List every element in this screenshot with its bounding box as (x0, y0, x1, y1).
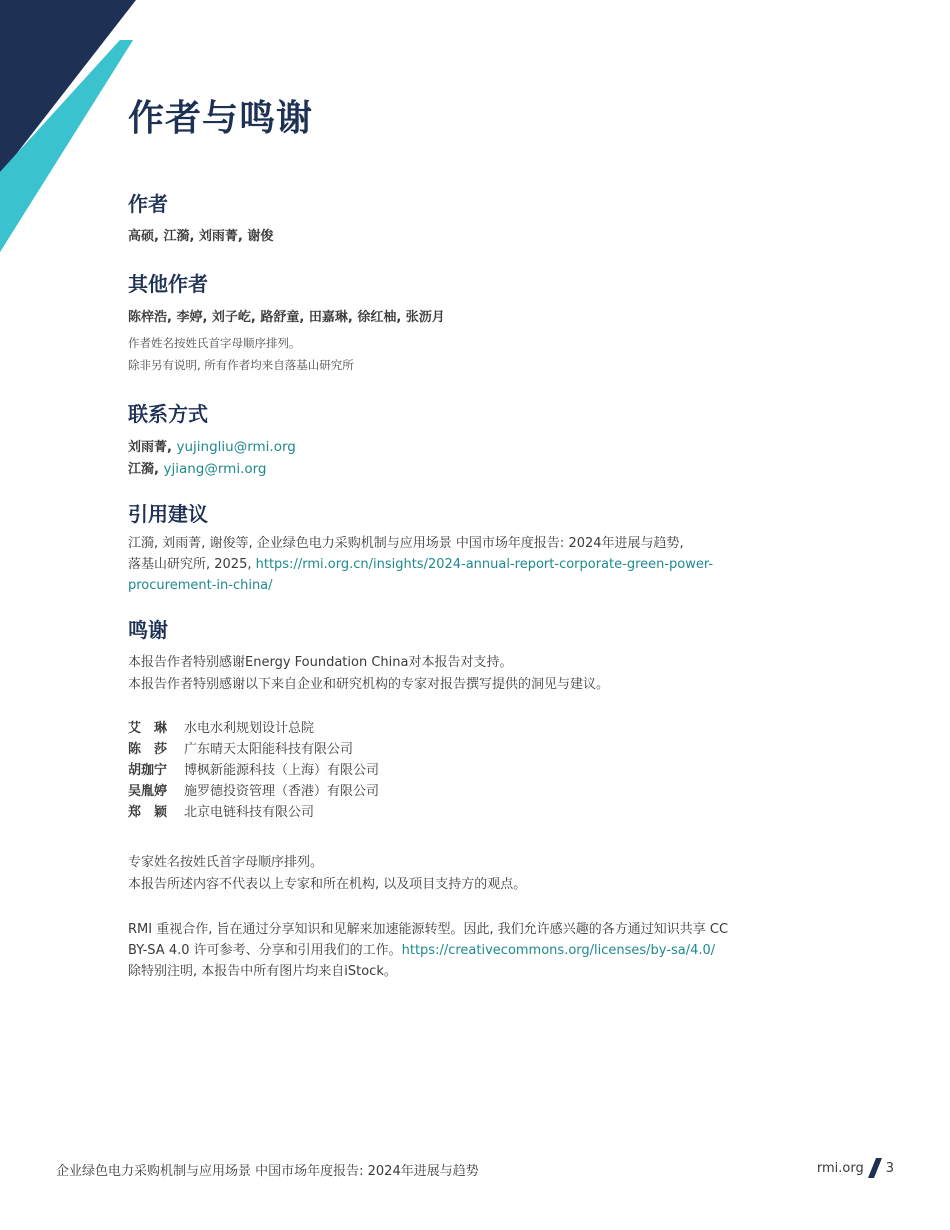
expert-name: 陈 莎 (128, 742, 168, 757)
acknowledgments-heading: 鸣谢 (128, 618, 168, 642)
contact-heading: 联系方式 (128, 402, 208, 426)
authors-order-note: 作者姓名按姓氏首字母顺序排列。 (128, 336, 301, 350)
citation-line-1: 江漪, 刘雨菁, 谢俊等, 企业绿色电力采购机制与应用场景 中国市场年度报告: 2024年进展与趋势, (128, 536, 684, 551)
citation-publisher: 落基山研究所, 2025, (128, 557, 256, 572)
corner-decoration (0, 0, 140, 260)
authors-affiliation-note: 除非另有说明, 所有作者均来自落基山研究所 (128, 358, 354, 372)
page-number: 3 (885, 1160, 894, 1176)
expert-name: 胡珈宁 (128, 763, 168, 778)
expert-row (128, 738, 353, 757)
license-link[interactable]: https://creativecommons.org/licenses/by-sa/4.0/ (401, 943, 716, 958)
citation-link[interactable]: https://rmi.org.cn/insights/2024-annual-report-corporate-green-power- (255, 557, 714, 572)
contact-item (128, 436, 296, 455)
contact-email-link[interactable]: yjiang@rmi.org (163, 461, 267, 477)
expert-name: 郑 颖 (128, 805, 168, 820)
citation-heading: 引用建议 (128, 502, 208, 526)
footer-page-info (817, 1158, 894, 1178)
other-authors-heading: 其他作者 (128, 272, 208, 296)
expert-name: 艾 琳 (128, 721, 168, 736)
citation-link-continued[interactable]: procurement-in-china/ (128, 578, 273, 593)
ack-paragraph-2: 本报告作者特别感谢以下来自企业和研究机构的专家对报告撰写提供的洞见与建议。 (128, 677, 610, 692)
contact-name: 江漪, (128, 462, 164, 477)
expert-row (128, 759, 379, 778)
authors-heading: 作者 (128, 192, 168, 216)
slash-icon (868, 1158, 882, 1178)
expert-row (128, 801, 314, 820)
page-title: 作者与鸣谢 (128, 98, 314, 139)
ack-paragraph-1: 本报告作者特别感谢Energy Foundation China对本报告对支持。 (128, 655, 513, 670)
expert-name: 吴胤婷 (128, 784, 168, 799)
expert-org: 博枫新能源科技（上海）有限公司 (184, 763, 380, 778)
license-line-1: RMI 重视合作, 旨在通过分享知识和见解来加速能源转型。因此, 我们允许感兴趣的各方通过知识共享 CC (128, 922, 729, 937)
contact-email-link[interactable]: yujingliu@rmi.org (176, 439, 296, 455)
citation-line-2 (128, 554, 713, 575)
contact-name: 刘雨菁, (128, 440, 177, 455)
license-text: BY-SA 4.0 许可参考、分享和引用我们的工作。 (128, 943, 402, 958)
experts-order-note: 专家姓名按姓氏首字母顺序排列。 (128, 855, 324, 870)
citation-line-3 (128, 575, 273, 596)
expert-org: 北京电链科技有限公司 (184, 805, 315, 820)
other-authors-names: 陈梓浩, 李婷, 刘子屹, 路舒童, 田嘉琳, 徐红柚, 张沥月 (128, 310, 445, 325)
expert-org: 广东晴天太阳能科技有限公司 (184, 742, 354, 757)
expert-org: 施罗德投资管理（香港）有限公司 (184, 784, 380, 799)
footer-report-title: 企业绿色电力采购机制与应用场景 中国市场年度报告: 2024年进展与趋势 (56, 1164, 479, 1179)
expert-row (128, 780, 379, 799)
image-credit-note: 除特别注明, 本报告中所有图片均来自iStock。 (128, 964, 397, 979)
footer-site[interactable]: rmi.org (816, 1160, 864, 1176)
authors-names: 高硕, 江漪, 刘雨菁, 谢俊 (128, 229, 274, 244)
license-line-2 (128, 940, 715, 961)
contact-item (128, 458, 267, 477)
expert-org: 水电水利规划设计总院 (184, 721, 315, 736)
expert-row (128, 717, 314, 736)
disclaimer-note: 本报告所述内容不代表以上专家和所在机构, 以及项目支持方的观点。 (128, 877, 527, 892)
